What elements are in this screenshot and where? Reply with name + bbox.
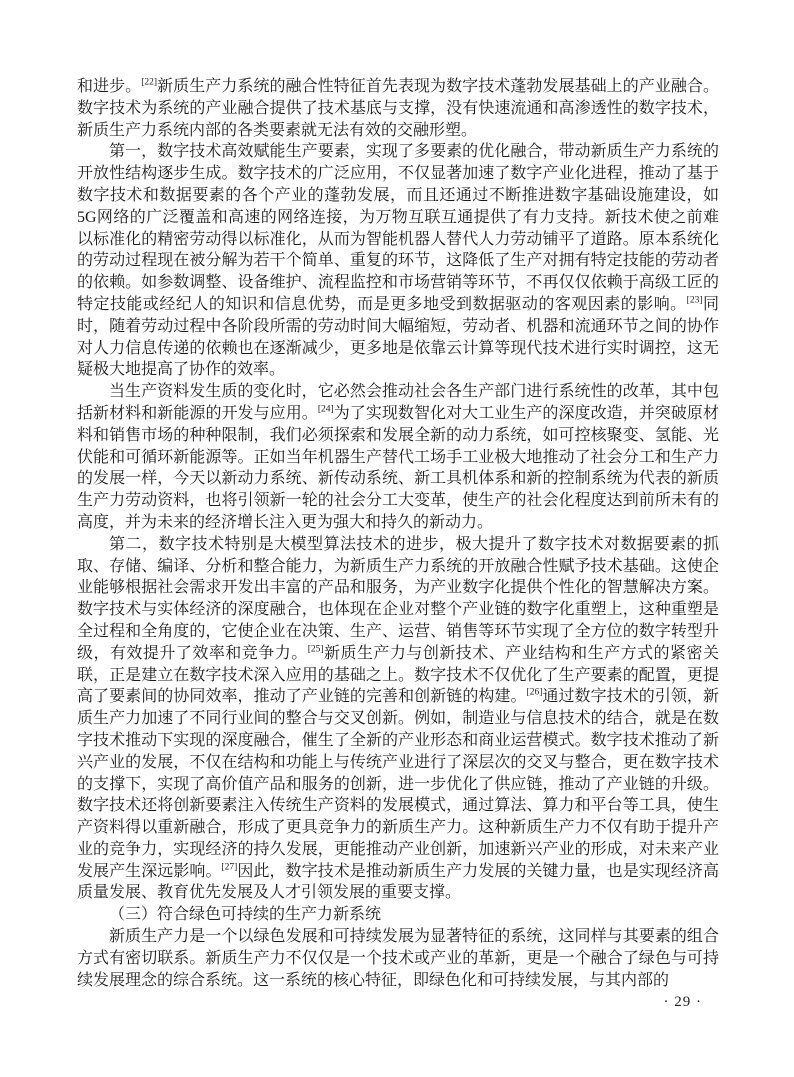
citation-ref: [23] (686, 295, 703, 306)
body-paragraph: 和进步。[22]新质生产力系统的融合性特征首先表现为数字技术蓬勃发展基础上的产业融合。数字技术为系统的产业融合提供了技术基底与支撑，没有快速流通和高渗透性的数字技术，新质生产力系统内部的各类要素就无法有效的交融形塑。 (77, 77, 719, 139)
body-paragraph: 当生产资料发生质的变化时，它必然会推动社会各生产部门进行系统性的改革，其中包括新材料和新能源的开发与应用。[24]为了实现数智化对大工业生产的深度改造，并突破原材料和销售市场的种种限制，我们必须探索和发展全新的动力系统，如可控核聚变、氢能、光伏能和可循环新能源等。正如当年机器生产替代工场手工业极大地推动了社会分工和生产力的发展一样，今天以新动力系统、新传动系统、新工具机体系和新的控制系统为代表的新质生产力劳动资料，也将引领新一轮的社会分工大变革，使生产的社会化程度达到前所未有的高度，并为未来的经济增长注入更为强大和持久的新动力。 (77, 383, 719, 531)
citation-ref: [22] (141, 77, 158, 88)
body-paragraph: 第一，数字技术高效赋能生产要素，实现了多要素的优化融合，带动新质生产力系统的开放性结构逐步生成。数字技术的广泛应用，不仅显著加速了数字产业化进程，推动了基于数字技术和数据要素的各个产业的蓬勃发展，而且还通过不断推进数字基础设施建设，如5G网络的广泛覆盖和高速的网络连接，为万物互联互通提供了有力支持。新技术使之前难以标准化的精密劳动得以标准化，从而为智能机器人替代人力劳动铺平了道路。原本系统化的劳动过程现在被分解为若干个简单、重复的环节，这降低了生产对拥有特定技能的劳动者的依赖。如参数调整、设备维护、流程监控和市场营销等环节，不再仅仅依赖于高级工匠的特定技能或经纪人的知识和信息优势，而是更多地受到数据驱动的客观因素的影响。[23]同时，随着劳动过程中各阶段所需的劳动时间大幅缩短，劳动者、机器和流通环节之间的协作对人力信息传递的依赖也在逐渐减少，更多地是依靠云计算等现代技术进行实时调控，这无疑极大地提高了协作的效率。 (77, 143, 719, 379)
citation-ref: [26] (526, 687, 543, 698)
page-number: · 29 · (663, 994, 702, 1010)
citation-ref: [25] (307, 644, 324, 655)
body-paragraph: 新质生产力是一个以绿色发展和可持续发展为显著特征的系统，这同样与其要素的组合方式有密切联系。新质生产力不仅仅是一个技术或产业的革新，更是一个融合了绿色与可持续发展理念的综合系统。这一系统的核心特征，即绿色化和可持续发展，与其内部的 (77, 928, 719, 989)
body-paragraph: 第二，数字技术特别是大模型算法技术的进步，极大提升了数字技术对数据要素的抓取、存储、编译、分析和整合能力，为新质生产力系统的开放融合性赋予技术基础。这使企业能够根据社会需求开发出丰富的产品和服务，为产业数字化提供个性化的智慧解决方案。数字技术与实体经济的深度融合，也体现在企业对整个产业链的数字化重塑上，这种重塑是全过程和全角度的，它使企业在决策、生产、运营、销售等环节实现了全方位的数字转型升级，有效提升了效率和竞争力。[25]新质生产力与创新技术、产业结构和生产方式的紧密关联，正是建立在数字技术深入应用的基础之上。数字技术不仅优化了生产要素的配置，更提高了要素间的协同效率，推动了产业链的完善和创新链的构建。[26]通过数字技术的引领，新质生产力加速了不同行业间的整合与交叉创新。例如，制造业与信息技术的结合，就是在数字技术推动下实现的深度融合，催生了全新的产业形态和商业运营模式。数字技术推动了新兴产业的发展，不仅在结构和功能上与传统产业进行了深层次的交叉与整合，更在数字技术的支撑下，实现了高价值产品和服务的创新，进一步优化了供应链，推动了产业链的升级。数字技术还将创新要素注入传统生产资料的发展模式，通过算法、算力和平台等工具，使生产资料得以重新融合，形成了更具竞争力的新质生产力。这种新质生产力不仅有助于提升产业的竞争力，实现经济的持久发展，更能推动产业创新，加速新兴产业的形成，对未来产业发展产生深远影响。[27]因此，数字技术是推动新质生产力发展的关键力量，也是实现经济高质量发展、教育优先发展及人才引领发展的重要支撑。 (77, 535, 719, 902)
citation-ref: [24] (317, 404, 334, 415)
section-heading: （三）符合绿色可持续的生产力新系统 (109, 906, 382, 924)
citation-ref: [27] (221, 862, 238, 873)
page-body (77, 76, 719, 991)
